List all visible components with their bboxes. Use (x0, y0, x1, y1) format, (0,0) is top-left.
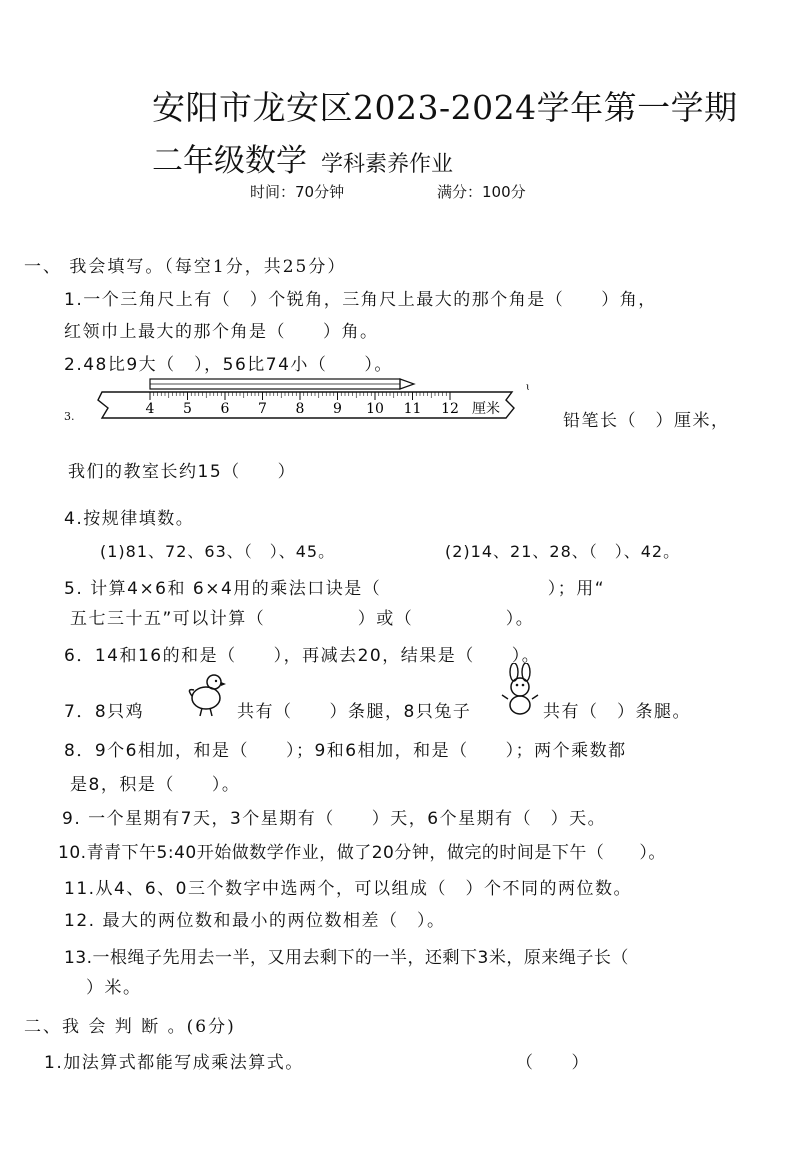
question-7-part2: 共有（ ）条腿，8只兔子 (237, 702, 472, 722)
page-title: 安阳市龙安区2023-2024学年第一学期 (152, 88, 738, 127)
question-6: 6．14和16的和是（ ），再减去20，结果是（ ）。 (64, 646, 541, 666)
section2-title: 二、我 会 判 断 。(6分) (24, 1017, 236, 1037)
question-7-part3: 共有（ ）条腿。 (543, 702, 691, 722)
question-5-line1: 5. 计算4×6和 6×4用的乘法口诀是（ ）；用“ (64, 579, 606, 599)
ruler-tick-label: 5 (183, 401, 192, 417)
question-8-line2: 是8，积是（ ）。 (70, 775, 241, 795)
question-3-continued: 我们的教室长约15（ ） (68, 462, 297, 482)
full-score: 满分：100分 (437, 183, 526, 201)
question-3-text: 铅笔长（ ）厘米， (563, 411, 730, 431)
question-9: 9. 一个星期有7天，3个星期有（ ）天，6个星期有（ ）天。 (62, 809, 607, 829)
ruler-mark-icon: ɩ (526, 382, 530, 393)
chicken-icon (184, 670, 228, 718)
question-8-line1: 8．9个6相加，和是（ ）；9和6相加，和是（ ）；两个乘数都 (64, 741, 627, 761)
ruler-tick-label: 8 (295, 401, 305, 417)
question-10: 10.青青下午5:40开始做数学作业，做了20分钟，做完的时间是下午（ ）。 (58, 843, 666, 863)
question-13-line2: ）米。 (86, 978, 142, 998)
question-2: 2.48比9大（ ），56比74小（ ）。 (64, 355, 393, 375)
ruler-tick-label: 12 (441, 401, 459, 417)
question-4: 4.按规律填数。 (64, 509, 195, 529)
ruler-unit: 厘米 (472, 401, 500, 417)
question-12: 12. 最大的两位数和最小的两位数相差（ ）。 (64, 911, 446, 931)
question-3-number: 3. (64, 410, 75, 423)
ruler-tick-label: 11 (403, 401, 422, 417)
question-1-line2: 红领巾上最大的那个角是（ ）角。 (64, 322, 379, 342)
rabbit-icon (498, 663, 542, 717)
time-limit: 时间：70分钟 (250, 183, 345, 201)
question-5-line2: 五七三十五”可以计算（ ）或（ ）。 (70, 609, 535, 629)
question-4-part1: (1)81、72、63、（ ）、45。 (100, 542, 336, 561)
question-13-line1: 13.一根绳子先用去一半，又用去剩下的一半，还剩下3米，原来绳子长（ (64, 948, 629, 968)
ruler-figure (94, 376, 534, 426)
ruler-tick-label: 9 (333, 401, 342, 417)
section1-title: 一、 我会填写。（每空1分，共25分） (24, 257, 347, 277)
question-4-part2: (2)14、21、28、（ ）、42。 (445, 542, 681, 561)
ruler-tick-label: 4 (145, 401, 155, 417)
judgement-answer-blank: （ ） (516, 1053, 590, 1073)
question-11: 11.从4、6、0三个数字中选两个，可以组成（ ）个不同的两位数。 (64, 879, 632, 899)
judgement-question-1: 1.加法算式都能写成乘法算式。 (44, 1053, 304, 1073)
ruler-tick-label: 10 (366, 401, 384, 417)
question-1-line1: 1.一个三角尺上有（ ）个锐角，三角尺上最大的那个角是（ ）角， (64, 290, 657, 310)
question-7-part1: 7．8只鸡 (64, 702, 145, 722)
homework-label: 学科素养作业 (321, 152, 454, 177)
ruler-tick-label: 6 (220, 401, 230, 417)
page-subtitle (152, 135, 453, 180)
ruler-tick-label: 7 (258, 401, 267, 417)
subject-label: 二年级数学 (152, 143, 307, 179)
pencil (150, 379, 414, 389)
